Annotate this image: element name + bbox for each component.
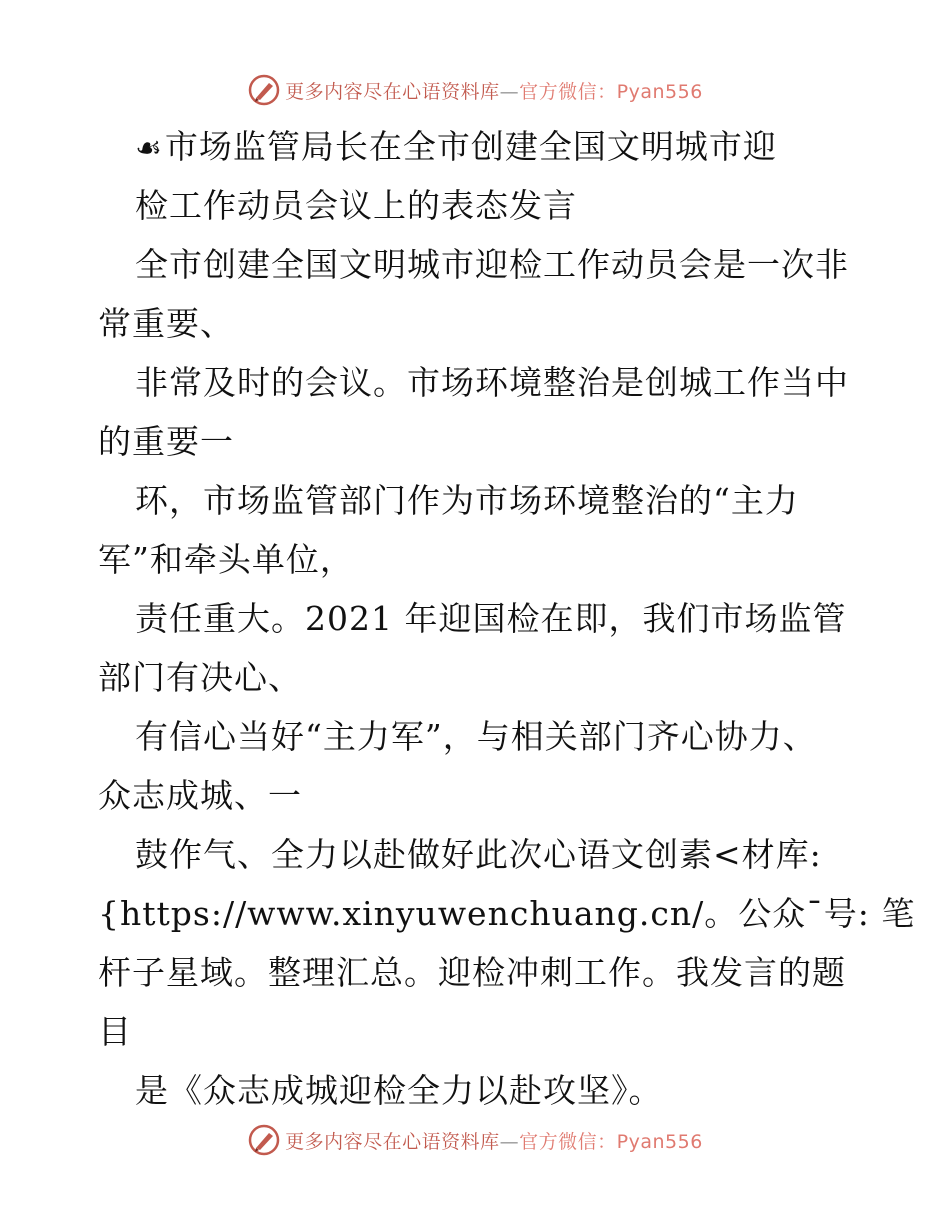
pen-logo-icon — [247, 73, 281, 107]
doc-title-line-1: ☙市场监管局长在全市创建全国文明城市迎 — [135, 127, 777, 166]
banner-text: 更多内容尽在心语资料库—官方微信：Pyan556 — [285, 80, 703, 103]
doc-paragraph-line: 环，市场监管部门作为市场环境整治的“主力 — [135, 481, 799, 520]
header-banner — [0, 70, 950, 110]
doc-title-line-2: 检工作动员会议上的表态发言 — [135, 186, 577, 225]
doc-paragraph-line: 常重要、 — [98, 304, 234, 343]
doc-paragraph-line: {https://www.xinyuwenchuang.cn/。公众¯号: 笔 — [98, 894, 916, 933]
doc-paragraph-line: 非常及时的会议。市场环境整治是创城工作当中 — [135, 363, 849, 402]
doc-paragraph-line: 鼓作气、全力以赴做好此次心语文创素<材库: — [135, 835, 822, 874]
doc-paragraph-line: 的重要一 — [98, 422, 234, 461]
doc-paragraph-line: 有信心当好“主力军”，与相关部门齐心协力、 — [135, 717, 817, 756]
doc-paragraph-line: 杆子星域。整理汇总。迎检冲刺工作。我发言的题 — [98, 953, 846, 992]
bird-ornament-icon: ☙ — [135, 131, 163, 166]
footer-banner — [0, 1120, 950, 1160]
doc-paragraph-line: 全市创建全国文明城市迎检工作动员会是一次非 — [135, 245, 849, 284]
doc-paragraph-line: 众志成城、一 — [98, 776, 302, 815]
banner-text: 更多内容尽在心语资料库—官方微信：Pyan556 — [285, 1130, 703, 1153]
doc-paragraph-line: 部门有决心、 — [98, 658, 302, 697]
doc-paragraph-line: 责任重大。2021 年迎国检在即，我们市场监管 — [135, 599, 847, 638]
doc-paragraph-line: 目 — [98, 1012, 132, 1051]
pen-logo-icon — [247, 1123, 281, 1157]
doc-paragraph-line: 是《众志成城迎检全力以赴攻坚》。 — [135, 1071, 663, 1110]
doc-paragraph-line: 军”和牵头单位， — [98, 540, 354, 579]
